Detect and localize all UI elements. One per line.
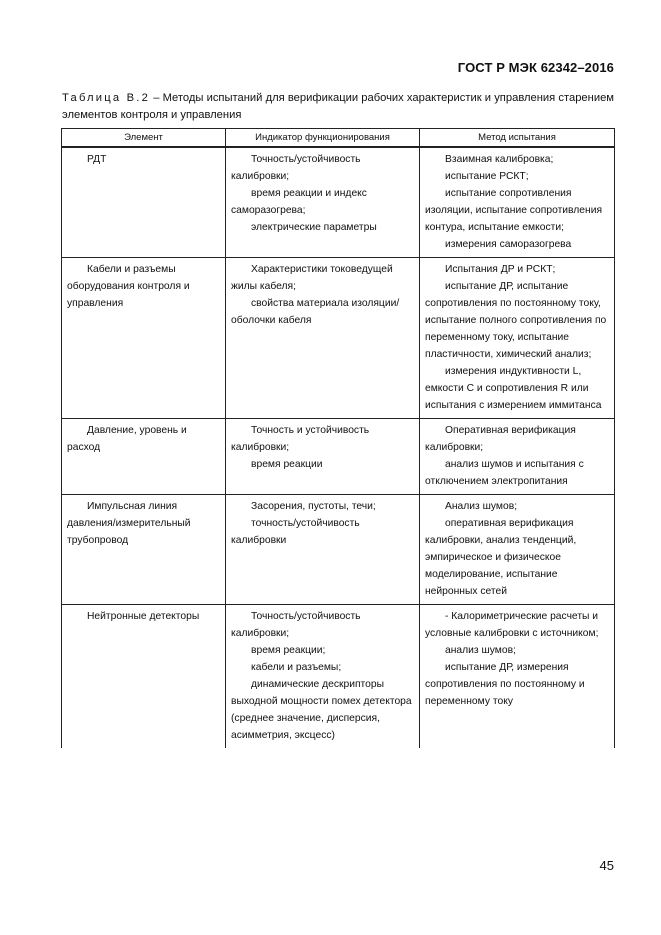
indicator-cell: [226, 258, 420, 419]
cell-paragraph: Засорения, пустоты, течи;: [251, 501, 376, 512]
table-header-row: [62, 129, 615, 148]
table-caption-text: – Методы испытаний для верификации рабочих характеристик и управления старением элементов контроля и управления: [62, 92, 614, 121]
cell-paragraph: свойства материала изоляции/оболочки кабеля: [231, 298, 400, 326]
table-caption: [62, 90, 614, 124]
page-number: 45: [599, 858, 614, 873]
cell-paragraph: испытание ДР, испытание сопротивления по постоянному току, испытание полного сопротивления по переменному току, испытание пластичности, химический анализ;: [425, 281, 607, 360]
table-row: [62, 495, 615, 605]
cell-paragraph: электрические параметры: [251, 222, 377, 233]
cell-paragraph: измерения саморазогрева: [445, 239, 572, 250]
cell-paragraph: Оперативная верификация калибровки;: [425, 425, 576, 453]
cell-paragraph: - Калориметрические расчеты и условные калибровки с источником;: [425, 611, 599, 639]
cell-paragraph: Давление, уровень и расход: [67, 425, 187, 453]
element-cell: [62, 147, 226, 258]
cell-paragraph: испытание сопротивления изоляции, испытание сопротивления контура, испытание емкости;: [425, 188, 603, 233]
header-element: Элемент: [62, 129, 226, 148]
cell-paragraph: оперативная верификация калибровки, анализ тенденций, эмпирическое и физическое моделирование, испытание нейронных сетей: [425, 518, 577, 597]
method-cell: [420, 495, 615, 605]
cell-paragraph: измерения индуктивности L, емкости C и сопротивления R или испытания с измерением иммитанса: [425, 366, 602, 411]
header-indicator: Индикатор функционирования: [226, 129, 420, 148]
cell-paragraph: время реакции: [251, 459, 323, 470]
cell-paragraph: Импульсная линия давления/измерительный трубопровод: [67, 501, 191, 546]
table-row: [62, 419, 615, 495]
indicator-cell: [226, 419, 420, 495]
table-row: [62, 258, 615, 419]
cell-paragraph: анализ шумов и испытания с отключением электропитания: [425, 459, 584, 487]
cell-paragraph: испытание ДР, измерения сопротивления по постоянному и переменному току: [425, 662, 585, 707]
method-cell: [420, 147, 615, 258]
cell-paragraph: точность/устойчивость калибровки: [231, 518, 360, 546]
cell-paragraph: Точность/устойчивость калибровки;: [231, 611, 361, 639]
indicator-cell: [226, 147, 420, 258]
cell-paragraph: РДТ: [87, 154, 107, 165]
cell-paragraph: время реакции;: [251, 645, 326, 656]
standard-code: ГОСТ Р МЭК 62342–2016: [457, 60, 614, 75]
element-cell: [62, 605, 226, 749]
indicator-cell: [226, 605, 420, 749]
table-row: [62, 605, 615, 749]
cell-paragraph: Взаимная калибровка;: [445, 154, 554, 165]
cell-paragraph: динамические дескрипторы выходной мощности помех детектора (среднее значение, дисперсия, асимметрия, эксцесс): [231, 679, 412, 741]
element-cell: [62, 495, 226, 605]
test-methods-table: [61, 128, 615, 748]
indicator-cell: [226, 495, 420, 605]
header-method: Метод испытания: [420, 129, 615, 148]
element-cell: [62, 258, 226, 419]
cell-paragraph: Нейтронные детекторы: [87, 611, 200, 622]
cell-paragraph: испытание РСКТ;: [445, 171, 529, 182]
table-caption-lead: Таблица В.2: [62, 92, 151, 104]
cell-paragraph: Характеристики токоведущей жилы кабеля;: [231, 264, 393, 292]
cell-paragraph: Анализ шумов;: [445, 501, 518, 512]
cell-paragraph: Точность и устойчивость калибровки;: [231, 425, 370, 453]
cell-paragraph: Испытания ДР и РСКТ;: [445, 264, 556, 275]
cell-paragraph: Кабели и разъемы оборудования контроля и управления: [67, 264, 190, 309]
element-cell: [62, 419, 226, 495]
cell-paragraph: анализ шумов;: [445, 645, 516, 656]
cell-paragraph: Точность/устойчивость калибровки;: [231, 154, 361, 182]
table-row: [62, 147, 615, 258]
cell-paragraph: кабели и разъемы;: [251, 662, 342, 673]
method-cell: [420, 605, 615, 749]
method-cell: [420, 419, 615, 495]
method-cell: [420, 258, 615, 419]
cell-paragraph: время реакции и индекс саморазогрева;: [231, 188, 367, 216]
